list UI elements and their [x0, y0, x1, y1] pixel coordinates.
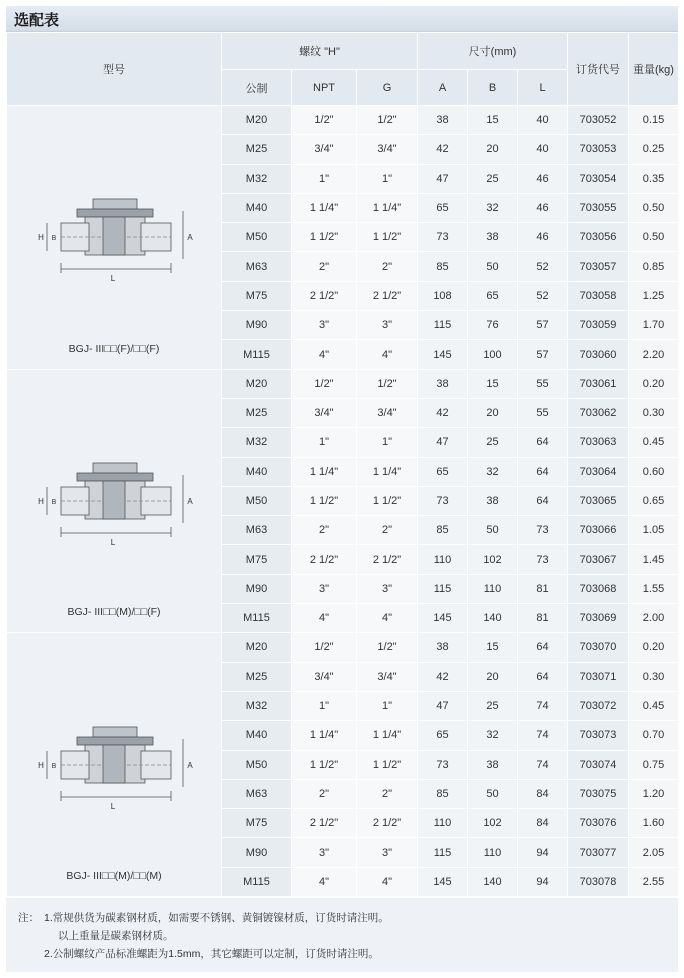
cell-a: 115 — [418, 574, 468, 603]
dim-b-label: B — [51, 762, 57, 770]
cell-order-code: 703061 — [568, 369, 629, 398]
cell-order-code: 703053 — [568, 135, 629, 164]
cell-b: 50 — [468, 516, 518, 545]
cell-l: 46 — [518, 193, 568, 222]
cell-npt: 1 1/4" — [292, 457, 357, 486]
cell-a: 38 — [418, 106, 468, 135]
cell-weight: 0.50 — [629, 193, 679, 222]
note-line-1b: 以上重量是碳素钢材质。 — [58, 930, 174, 942]
cell-a: 42 — [418, 662, 468, 691]
cell-metric: M20 — [222, 369, 292, 398]
cell-weight: 0.85 — [629, 252, 679, 281]
cell-metric: M50 — [222, 486, 292, 515]
cell-l: 73 — [518, 516, 568, 545]
dim-b-label: B — [51, 235, 57, 243]
cell-b: 140 — [468, 867, 518, 896]
cell-weight: 0.60 — [629, 457, 679, 486]
cell-npt: 2" — [292, 516, 357, 545]
page-title: 选配表 — [14, 12, 60, 29]
cell-a: 110 — [418, 809, 468, 838]
cell-b: 50 — [468, 779, 518, 808]
cell-metric: M50 — [222, 750, 292, 779]
cell-weight: 1.20 — [629, 779, 679, 808]
cell-g: 1 1/2" — [357, 223, 418, 252]
cell-npt: 2" — [292, 779, 357, 808]
cell-g: 1/2" — [357, 106, 418, 135]
cell-metric: M75 — [222, 545, 292, 574]
table-row — [7, 633, 679, 662]
cell-g: 3/4" — [357, 135, 418, 164]
cell-a: 110 — [418, 545, 468, 574]
cell-l: 57 — [518, 340, 568, 369]
dim-h-label: H — [38, 497, 44, 506]
fitting-drawing — [7, 705, 222, 815]
cell-l: 55 — [518, 369, 568, 398]
cell-metric: M25 — [222, 398, 292, 427]
cell-g: 1 1/4" — [357, 457, 418, 486]
cell-g: 4" — [357, 340, 418, 369]
cell-b: 20 — [468, 398, 518, 427]
cell-g: 3" — [357, 574, 418, 603]
cell-npt: 2 1/2" — [292, 545, 357, 574]
cell-order-code: 703060 — [568, 340, 629, 369]
cell-npt: 4" — [292, 340, 357, 369]
cell-weight: 0.70 — [629, 721, 679, 750]
cell-a: 145 — [418, 340, 468, 369]
cell-a: 145 — [418, 867, 468, 896]
cell-order-code: 703074 — [568, 750, 629, 779]
dim-h-label: H — [38, 233, 44, 243]
header-order-code: 订货代号 — [568, 33, 629, 106]
cell-metric: M20 — [222, 633, 292, 662]
cell-weight: 1.05 — [629, 516, 679, 545]
cell-a: 115 — [418, 311, 468, 340]
cell-npt: 2" — [292, 252, 357, 281]
cell-weight: 0.45 — [629, 428, 679, 457]
cell-b: 15 — [468, 106, 518, 135]
cell-metric: M63 — [222, 252, 292, 281]
cell-metric: M90 — [222, 574, 292, 603]
cell-metric: M40 — [222, 193, 292, 222]
cell-metric: M115 — [222, 604, 292, 633]
cell-npt: 1 1/4" — [292, 193, 357, 222]
cell-npt: 3/4" — [292, 135, 357, 164]
cell-l: 94 — [518, 867, 568, 896]
cell-order-code: 703068 — [568, 574, 629, 603]
cell-weight: 2.55 — [629, 867, 679, 896]
model-cell — [7, 106, 222, 370]
cell-l: 74 — [518, 721, 568, 750]
cell-npt: 1" — [292, 691, 357, 720]
cell-order-code: 703056 — [568, 223, 629, 252]
cell-b: 50 — [468, 252, 518, 281]
cell-weight: 0.45 — [629, 691, 679, 720]
cell-order-code: 703077 — [568, 838, 629, 867]
model-label: BGJ- III□□(M)/□□(F) — [67, 606, 161, 619]
cell-order-code: 703057 — [568, 252, 629, 281]
cell-g: 4" — [357, 867, 418, 896]
cell-npt: 1 1/4" — [292, 721, 357, 750]
cell-weight: 2.05 — [629, 838, 679, 867]
cell-b: 25 — [468, 691, 518, 720]
header-npt: NPT — [292, 70, 357, 106]
cell-order-code: 703052 — [568, 106, 629, 135]
fitting-drawing — [7, 441, 222, 551]
header-g: G — [357, 70, 418, 106]
cell-npt: 3" — [292, 311, 357, 340]
cell-g: 1 1/4" — [357, 721, 418, 750]
cell-metric: M75 — [222, 281, 292, 310]
cell-b: 32 — [468, 721, 518, 750]
cell-g: 3/4" — [357, 662, 418, 691]
cell-metric: M32 — [222, 428, 292, 457]
cell-order-code: 703072 — [568, 691, 629, 720]
dim-l-label: L — [110, 274, 116, 284]
dim-b-label: B — [51, 499, 57, 506]
cell-b: 38 — [468, 223, 518, 252]
cell-weight: 1.45 — [629, 545, 679, 574]
cell-npt: 4" — [292, 867, 357, 896]
cell-metric: M63 — [222, 516, 292, 545]
cell-l: 74 — [518, 750, 568, 779]
cell-b: 140 — [468, 604, 518, 633]
cell-l: 84 — [518, 809, 568, 838]
header-metric: 公制 — [222, 70, 292, 106]
cell-metric: M50 — [222, 223, 292, 252]
cell-weight: 1.55 — [629, 574, 679, 603]
cell-a: 73 — [418, 750, 468, 779]
cell-metric: M75 — [222, 809, 292, 838]
cell-metric: M90 — [222, 311, 292, 340]
cell-order-code: 703065 — [568, 486, 629, 515]
cell-b: 76 — [468, 311, 518, 340]
cell-b: 32 — [468, 193, 518, 222]
cell-weight: 0.20 — [629, 633, 679, 662]
cell-b: 110 — [468, 838, 518, 867]
cell-order-code: 703064 — [568, 457, 629, 486]
cell-b: 25 — [468, 428, 518, 457]
cell-order-code: 703063 — [568, 428, 629, 457]
cell-g: 1" — [357, 428, 418, 457]
fitting-drawing — [7, 177, 222, 287]
cell-b: 38 — [468, 486, 518, 515]
cell-npt: 1/2" — [292, 106, 357, 135]
cell-weight: 0.30 — [629, 398, 679, 427]
cell-g: 1" — [357, 691, 418, 720]
cell-b: 100 — [468, 340, 518, 369]
cell-g: 1 1/4" — [357, 193, 418, 222]
cell-a: 65 — [418, 193, 468, 222]
cell-order-code: 703078 — [568, 867, 629, 896]
cell-metric: M32 — [222, 164, 292, 193]
cell-a: 73 — [418, 486, 468, 515]
header-b: B — [468, 70, 518, 106]
cell-a: 42 — [418, 398, 468, 427]
header-l: L — [518, 70, 568, 106]
header-weight: 重量(kg) — [629, 33, 679, 106]
cell-a: 42 — [418, 135, 468, 164]
note-line-2: 2.公制螺纹产品标准螺距为1.5mm，其它螺距可以定制，订货时请注明。 — [44, 948, 379, 960]
cell-a: 85 — [418, 779, 468, 808]
cell-metric: M90 — [222, 838, 292, 867]
cell-l: 64 — [518, 486, 568, 515]
title-bar — [6, 6, 678, 32]
cell-a: 47 — [418, 164, 468, 193]
cell-g: 2 1/2" — [357, 281, 418, 310]
cell-g: 1/2" — [357, 369, 418, 398]
model-label: BGJ- III□□(F)/□□(F) — [68, 342, 160, 355]
cell-weight: 1.60 — [629, 809, 679, 838]
cell-weight: 0.30 — [629, 662, 679, 691]
cell-order-code: 703075 — [568, 779, 629, 808]
cell-g: 2" — [357, 252, 418, 281]
cell-weight: 0.25 — [629, 135, 679, 164]
cell-order-code: 703073 — [568, 721, 629, 750]
cell-l: 52 — [518, 281, 568, 310]
dim-l-label: L — [110, 801, 116, 811]
model-cell — [7, 369, 222, 633]
cell-a: 47 — [418, 691, 468, 720]
cell-g: 1 1/2" — [357, 750, 418, 779]
cell-metric: M115 — [222, 340, 292, 369]
cell-order-code: 703054 — [568, 164, 629, 193]
cell-weight: 0.65 — [629, 486, 679, 515]
cell-npt: 4" — [292, 604, 357, 633]
cell-b: 20 — [468, 135, 518, 164]
dim-a-label: A — [187, 760, 193, 770]
cell-b: 65 — [468, 281, 518, 310]
cell-a: 65 — [418, 721, 468, 750]
cell-a: 115 — [418, 838, 468, 867]
cell-b: 38 — [468, 750, 518, 779]
cell-a: 47 — [418, 428, 468, 457]
cell-l: 73 — [518, 545, 568, 574]
cell-metric: M20 — [222, 106, 292, 135]
cell-order-code: 703059 — [568, 311, 629, 340]
cell-b: 15 — [468, 369, 518, 398]
cell-metric: M40 — [222, 457, 292, 486]
model-cell — [7, 633, 222, 897]
cell-a: 85 — [418, 252, 468, 281]
cell-npt: 3" — [292, 838, 357, 867]
cell-npt: 1" — [292, 428, 357, 457]
cell-l: 84 — [518, 779, 568, 808]
cell-g: 2 1/2" — [357, 809, 418, 838]
cell-metric: M40 — [222, 721, 292, 750]
cell-g: 4" — [357, 604, 418, 633]
header-a: A — [418, 70, 468, 106]
cell-b: 25 — [468, 164, 518, 193]
cell-npt: 1" — [292, 164, 357, 193]
cell-metric: M25 — [222, 662, 292, 691]
cell-npt: 1 1/2" — [292, 486, 357, 515]
cell-b: 102 — [468, 809, 518, 838]
cell-l: 40 — [518, 106, 568, 135]
cell-b: 102 — [468, 545, 518, 574]
cell-l: 40 — [518, 135, 568, 164]
dim-a-label: A — [187, 497, 193, 506]
cell-weight: 2.20 — [629, 340, 679, 369]
cell-g: 1 1/2" — [357, 486, 418, 515]
cell-l: 64 — [518, 428, 568, 457]
cell-order-code: 703058 — [568, 281, 629, 310]
cell-l: 46 — [518, 164, 568, 193]
cell-metric: M25 — [222, 135, 292, 164]
cell-g: 2" — [357, 779, 418, 808]
cell-weight: 2.00 — [629, 604, 679, 633]
cell-metric: M32 — [222, 691, 292, 720]
cell-weight: 0.35 — [629, 164, 679, 193]
cell-l: 94 — [518, 838, 568, 867]
dim-h-label: H — [38, 760, 44, 770]
cell-l: 64 — [518, 457, 568, 486]
cell-a: 145 — [418, 604, 468, 633]
cell-b: 15 — [468, 633, 518, 662]
dim-l-label: L — [110, 538, 116, 547]
cell-npt: 1/2" — [292, 369, 357, 398]
cell-a: 108 — [418, 281, 468, 310]
cell-g: 1" — [357, 164, 418, 193]
cell-l: 64 — [518, 633, 568, 662]
cell-weight: 0.50 — [629, 223, 679, 252]
selection-table — [6, 32, 679, 897]
table-row — [7, 106, 679, 135]
cell-a: 85 — [418, 516, 468, 545]
cell-a: 73 — [418, 223, 468, 252]
cell-npt: 1 1/2" — [292, 223, 357, 252]
cell-weight: 1.70 — [629, 311, 679, 340]
cell-a: 38 — [418, 369, 468, 398]
cell-b: 32 — [468, 457, 518, 486]
note-line-1: 1.常规供货为碳素钢材质，如需要不锈钢、黄铜镀镍材质，订货时请注明。 — [44, 912, 389, 924]
cell-npt: 1/2" — [292, 633, 357, 662]
cell-order-code: 703066 — [568, 516, 629, 545]
cell-order-code: 703062 — [568, 398, 629, 427]
cell-l: 81 — [518, 604, 568, 633]
notes-panel — [6, 898, 678, 972]
cell-npt: 3/4" — [292, 398, 357, 427]
cell-g: 2 1/2" — [357, 545, 418, 574]
cell-g: 3" — [357, 311, 418, 340]
cell-order-code: 703055 — [568, 193, 629, 222]
cell-g: 3" — [357, 838, 418, 867]
cell-order-code: 703076 — [568, 809, 629, 838]
cell-order-code: 703070 — [568, 633, 629, 662]
table-row — [7, 369, 679, 398]
cell-order-code: 703071 — [568, 662, 629, 691]
cell-weight: 0.20 — [629, 369, 679, 398]
cell-l: 46 — [518, 223, 568, 252]
cell-metric: M115 — [222, 867, 292, 896]
cell-l: 55 — [518, 398, 568, 427]
header-thread: 螺纹 "H" — [222, 33, 418, 70]
cell-g: 2" — [357, 516, 418, 545]
cell-l: 74 — [518, 691, 568, 720]
cell-weight: 1.25 — [629, 281, 679, 310]
cell-a: 38 — [418, 633, 468, 662]
cell-a: 65 — [418, 457, 468, 486]
cell-l: 52 — [518, 252, 568, 281]
cell-g: 3/4" — [357, 398, 418, 427]
cell-l: 81 — [518, 574, 568, 603]
cell-npt: 1 1/2" — [292, 750, 357, 779]
header-model: 型号 — [7, 33, 222, 106]
cell-b: 20 — [468, 662, 518, 691]
model-label: BGJ- III□□(M)/□□(M) — [66, 870, 162, 883]
cell-metric: M63 — [222, 779, 292, 808]
cell-order-code: 703069 — [568, 604, 629, 633]
dim-a-label: A — [187, 233, 193, 243]
cell-l: 57 — [518, 311, 568, 340]
cell-npt: 3/4" — [292, 662, 357, 691]
cell-npt: 2 1/2" — [292, 281, 357, 310]
cell-b: 110 — [468, 574, 518, 603]
cell-weight: 0.75 — [629, 750, 679, 779]
cell-l: 64 — [518, 662, 568, 691]
notes-prefix: 注： — [18, 912, 39, 924]
cell-g: 1/2" — [357, 633, 418, 662]
cell-order-code: 703067 — [568, 545, 629, 574]
cell-npt: 2 1/2" — [292, 809, 357, 838]
header-size: 尺寸(mm) — [418, 33, 568, 70]
cell-weight: 0.15 — [629, 106, 679, 135]
cell-npt: 3" — [292, 574, 357, 603]
